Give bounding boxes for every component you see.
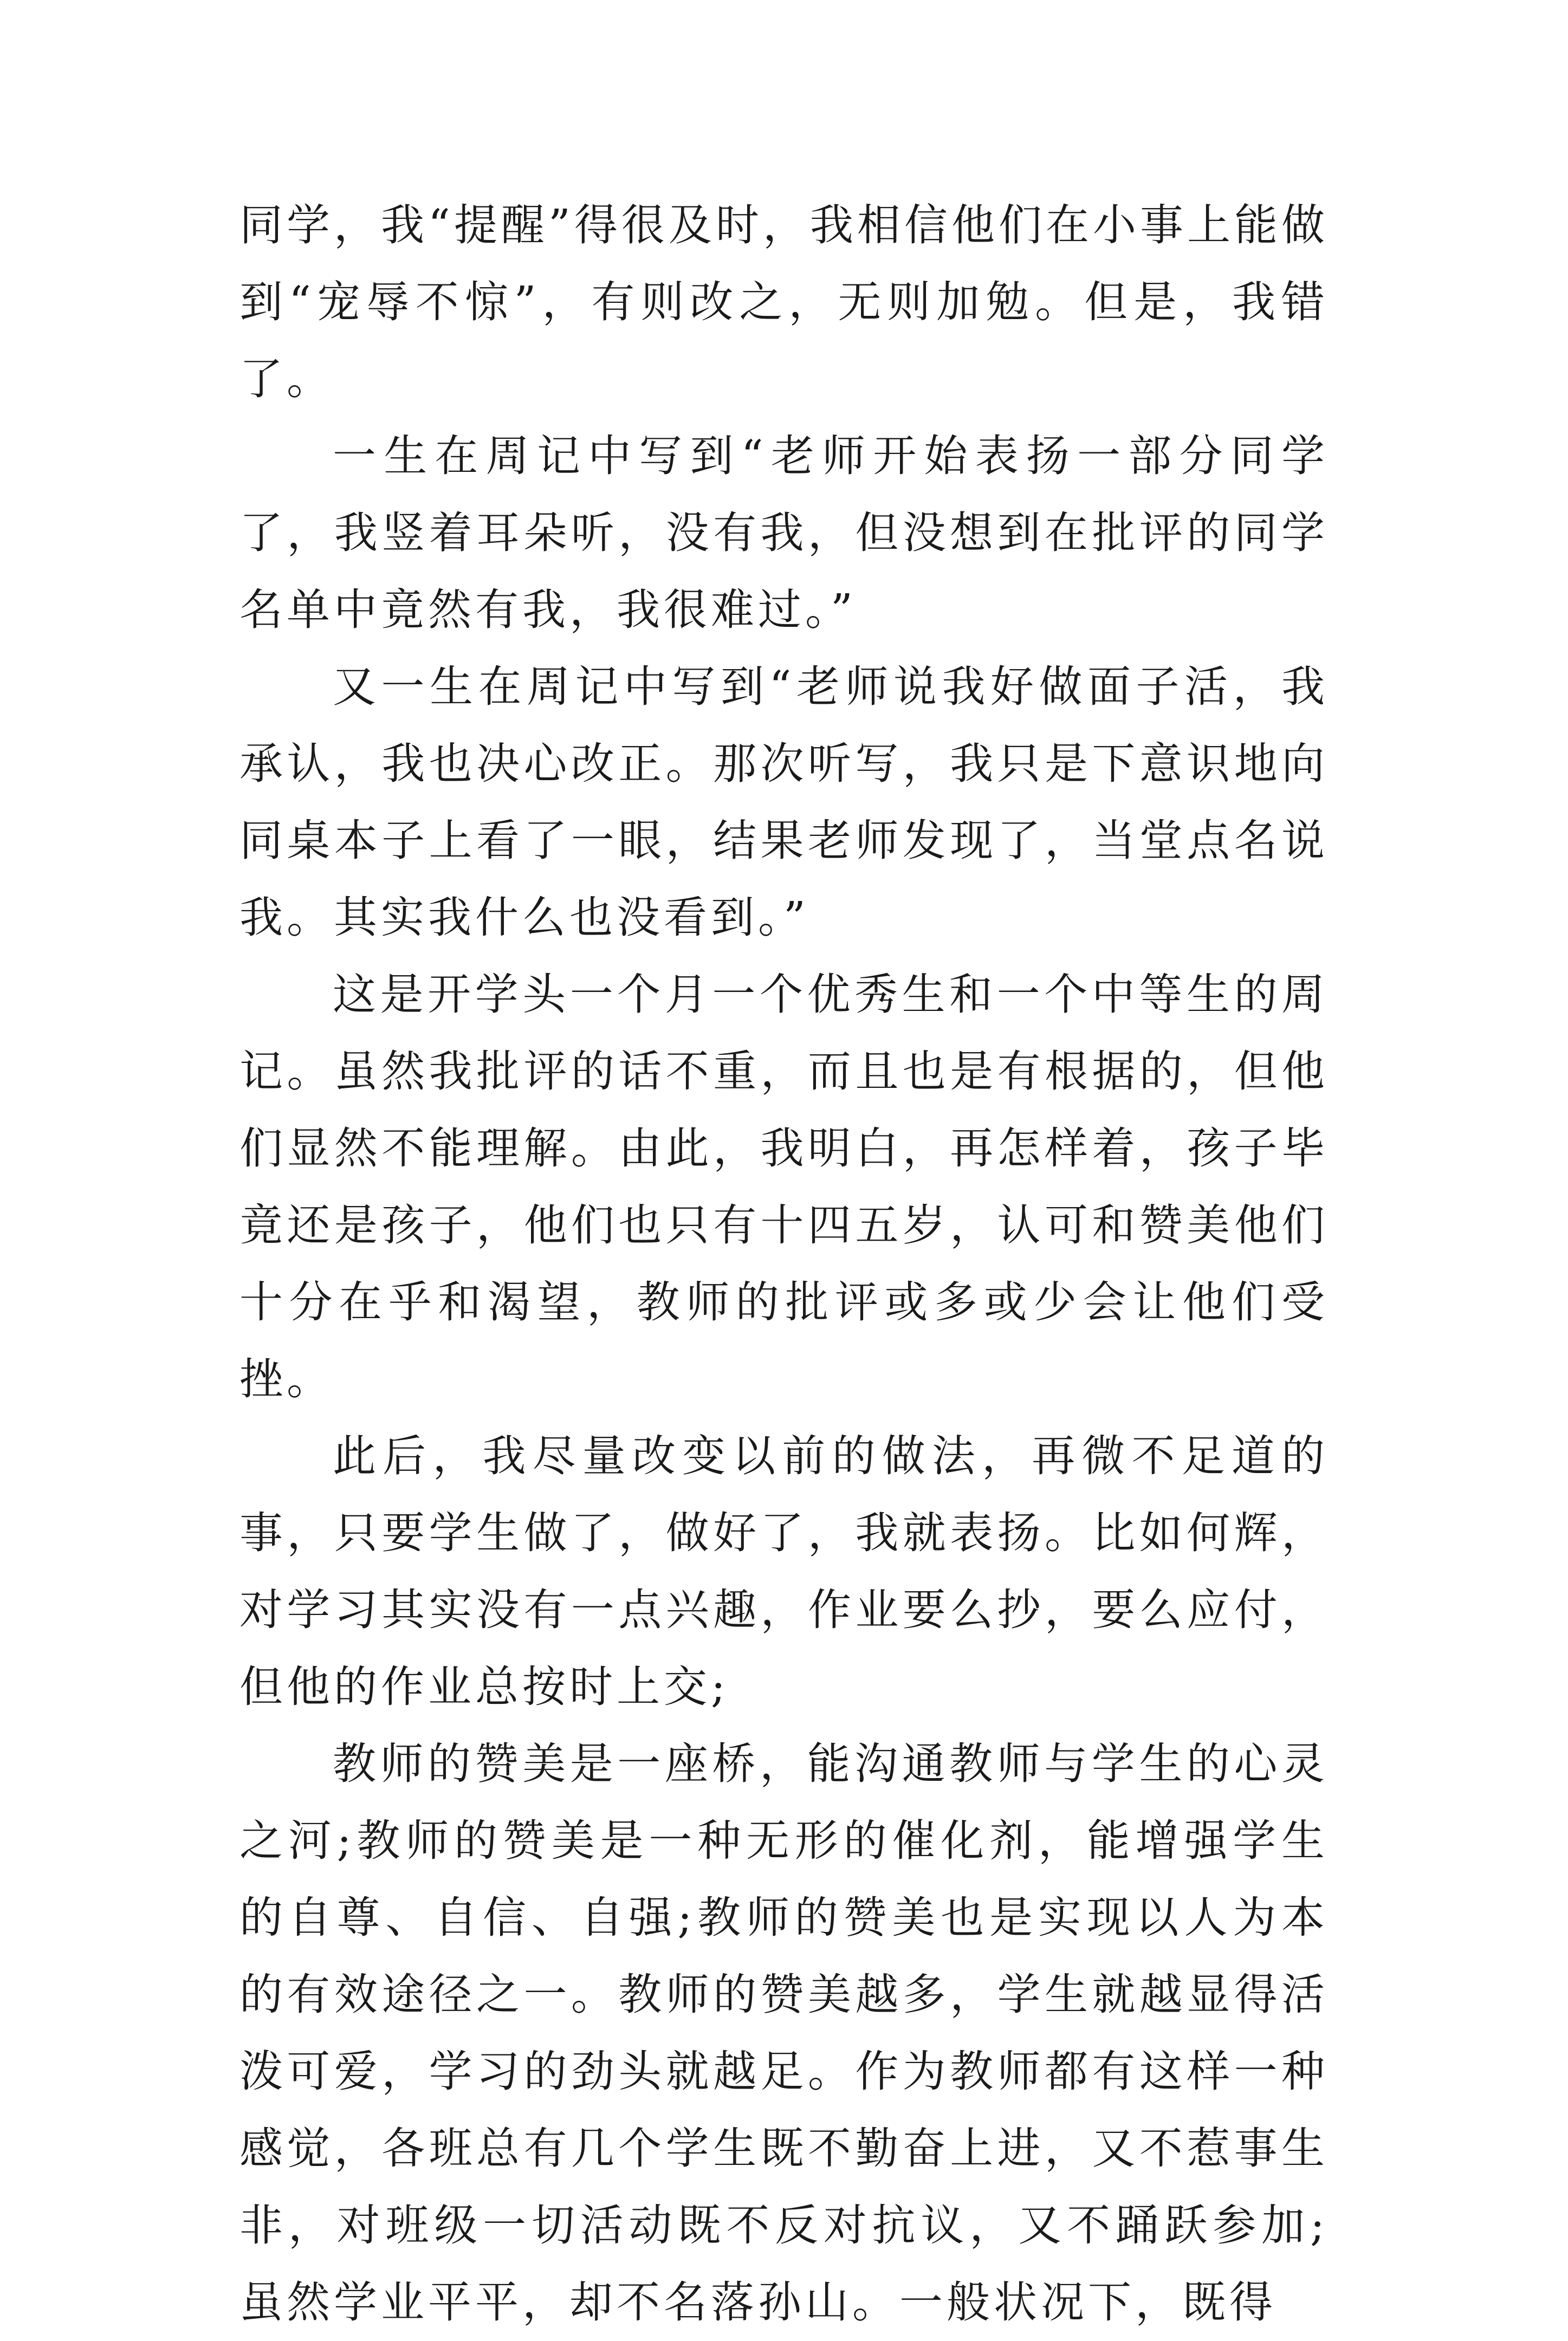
paragraph-1: 同学，我“提醒”得很及时，我相信他们在小事上能做到“宠辱不惊”，有则改之，无则加勉。但是，我错了。: [239, 200, 1329, 404]
paragraph-4: 这是开学头一个月一个优秀生和一个中等生的周记。虽然我批评的话不重，而且也是有根据的，但他们显然不能理解。由此，我明白，再怎样着，孩子毕竟还是孩子，他们也只有十四五岁，认可和赞美他们十分在乎和渴望，教师的批评或多或少会让他们受挫。: [239, 969, 1329, 1404]
body-text: [239, 187, 1329, 2341]
paragraph-2: 一生在周记中写到“老师开始表扬一部分同学了，我竖着耳朵听，没有我，但没想到在批评的同学名单中竟然有我，我很难过。”: [239, 431, 1329, 635]
paragraph-3: 又一生在周记中写到“老师说我好做面子活，我承认，我也决心改正。那次听写，我只是下意识地向同桌本子上看了一眼，结果老师发现了，当堂点名说我。其实我什么也没看到。”: [239, 662, 1329, 943]
paragraph-6: 教师的赞美是一座桥，能沟通教师与学生的心灵之河;教师的赞美是一种无形的催化剂，能增强学生的自尊、自信、自强;教师的赞美也是实现以人为本的有效途径之一。教师的赞美越多，学生就越显得活泼可爱，学习的劲头就越足。作为教师都有这样一种感觉，各班总有几个学生既不勤奋上进，又不惹事生非，对班级一切活动既不反对抗议，又不踊跃参加;虽然学业平平，却不名落孙山。一般状况下，既得: [239, 1739, 1329, 2327]
paragraph-5: 此后，我尽量改变以前的做法，再微不足道的事，只要学生做了，做好了，我就表扬。比如何辉，对学习其实没有一点兴趣，作业要么抄，要么应付，但他的作业总按时上交;: [239, 1431, 1329, 1712]
